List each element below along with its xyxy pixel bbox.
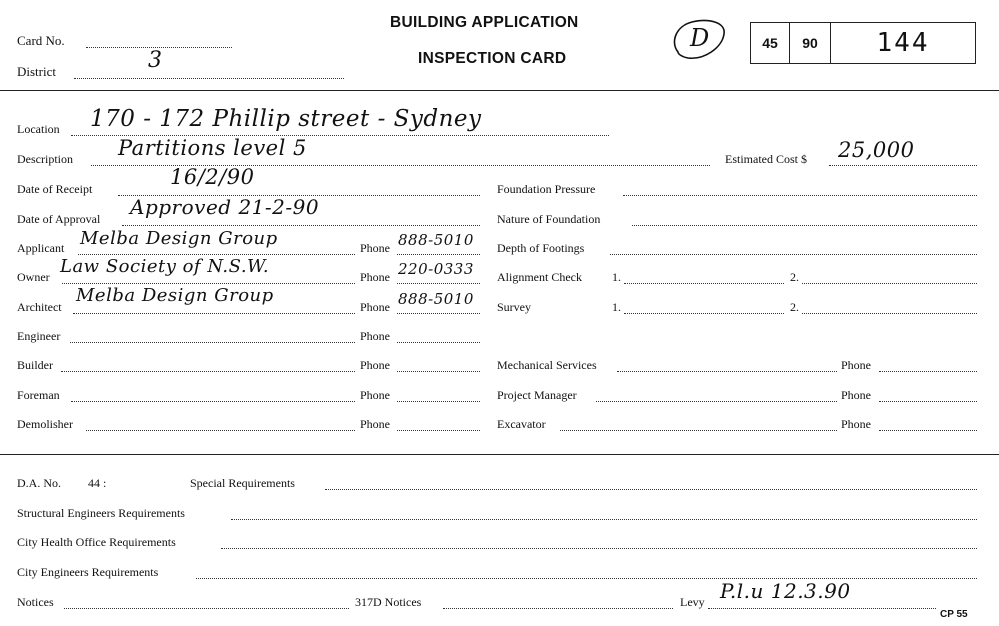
district-label: District xyxy=(17,64,56,79)
mechanical-field[interactable] xyxy=(617,371,837,372)
ref-box-1: 45 xyxy=(751,23,790,63)
depth-footings-label: Depth of Footings xyxy=(497,241,585,255)
depth-footings-field[interactable] xyxy=(610,254,977,255)
health-field[interactable] xyxy=(221,548,977,549)
notices-label: Notices xyxy=(17,595,54,609)
date-approval-label: Date of Approval xyxy=(17,212,101,226)
footer-divider xyxy=(0,454,999,455)
project-manager-phone-field[interactable] xyxy=(879,401,977,402)
excavator-label: Excavator xyxy=(497,417,546,431)
architect-value: Melba Design Group xyxy=(76,285,274,306)
district-field[interactable] xyxy=(74,78,344,79)
owner-label: Owner xyxy=(17,270,50,284)
header-divider xyxy=(0,90,999,91)
reference-boxes xyxy=(750,22,976,64)
survey-2-field[interactable] xyxy=(802,313,977,314)
levy-label: Levy xyxy=(680,595,705,609)
builder-label: Builder xyxy=(17,358,53,372)
architect-field[interactable] xyxy=(73,313,355,314)
health-label: City Health Office Requirements xyxy=(17,535,176,549)
alignment-num-2: 2. xyxy=(790,270,799,284)
alignment-check-1-field[interactable] xyxy=(624,283,784,284)
da-no-value: 44 : xyxy=(88,476,107,490)
applicant-label: Applicant xyxy=(17,241,65,255)
applicant-phone-value: 888-5010 xyxy=(398,231,474,249)
demolisher-label: Demolisher xyxy=(17,417,73,431)
ref-box-3: 144 xyxy=(876,28,930,58)
foreman-field[interactable] xyxy=(71,401,355,402)
foreman-phone-field[interactable] xyxy=(397,401,480,402)
engineer-phone-label: Phone xyxy=(360,329,390,343)
special-req-label: Special Requirements xyxy=(190,476,295,490)
estimated-cost-field[interactable] xyxy=(829,165,977,166)
owner-phone-value: 220-0333 xyxy=(398,260,474,278)
notices-317d-field[interactable] xyxy=(443,608,673,609)
architect-phone-value: 888-5010 xyxy=(398,290,474,308)
foreman-label: Foreman xyxy=(17,388,60,402)
date-approval-field[interactable] xyxy=(122,225,480,226)
applicant-phone-field[interactable] xyxy=(397,254,480,255)
engineer-label: Engineer xyxy=(17,329,61,343)
special-req-field[interactable] xyxy=(325,489,977,490)
applicant-value: Melba Design Group xyxy=(80,228,278,249)
mechanical-phone-label: Phone xyxy=(841,358,871,372)
excavator-phone-label: Phone xyxy=(841,417,871,431)
alignment-check-2-field[interactable] xyxy=(802,283,977,284)
architect-phone-label: Phone xyxy=(360,300,390,314)
levy-value: P.l.u 12.3.90 xyxy=(720,579,851,603)
mechanical-label: Mechanical Services xyxy=(497,358,597,372)
nature-foundation-label: Nature of Foundation xyxy=(497,212,601,226)
levy-field[interactable] xyxy=(708,608,936,609)
architect-phone-field[interactable] xyxy=(397,313,480,314)
date-receipt-label: Date of Receipt xyxy=(17,182,93,196)
city-eng-label: City Engineers Requirements xyxy=(17,565,159,579)
description-value: Partitions level 5 xyxy=(118,136,307,160)
title-line-2: INSPECTION CARD xyxy=(418,50,567,67)
card-no-label: Card No. xyxy=(17,33,65,48)
circled-mark-letter: D xyxy=(690,24,710,52)
mechanical-phone-field[interactable] xyxy=(879,371,977,372)
form-code: CP 55 xyxy=(940,609,968,620)
survey-label: Survey xyxy=(497,300,531,314)
excavator-phone-field[interactable] xyxy=(879,430,977,431)
location-value: 170 - 172 Phillip street - Sydney xyxy=(90,106,482,132)
alignment-num-1: 1. xyxy=(612,270,621,284)
estimated-cost-label: Estimated Cost $ xyxy=(725,152,807,166)
architect-label: Architect xyxy=(17,300,62,314)
date-approval-value: Approved 21-2-90 xyxy=(130,195,320,219)
estimated-cost-value: 25,000 xyxy=(838,138,915,162)
structural-label: Structural Engineers Requirements xyxy=(17,506,185,520)
builder-field[interactable] xyxy=(61,371,355,372)
alignment-check-label: Alignment Check xyxy=(497,270,582,284)
date-receipt-value: 16/2/90 xyxy=(170,165,255,189)
demolisher-phone-label: Phone xyxy=(360,417,390,431)
description-label: Description xyxy=(17,152,73,166)
owner-field[interactable] xyxy=(62,283,355,284)
structural-field[interactable] xyxy=(231,519,977,520)
demolisher-field[interactable] xyxy=(86,430,355,431)
nature-foundation-field[interactable] xyxy=(632,225,977,226)
foundation-pressure-label: Foundation Pressure xyxy=(497,182,596,196)
demolisher-phone-field[interactable] xyxy=(397,430,480,431)
applicant-field[interactable] xyxy=(78,254,355,255)
survey-num-1: 1. xyxy=(612,300,621,314)
foundation-pressure-field[interactable] xyxy=(623,195,977,196)
excavator-field[interactable] xyxy=(560,430,837,431)
engineer-field[interactable] xyxy=(70,342,355,343)
owner-value: Law Society of N.S.W. xyxy=(60,256,270,277)
survey-1-field[interactable] xyxy=(624,313,784,314)
project-manager-phone-label: Phone xyxy=(841,388,871,402)
project-manager-label: Project Manager xyxy=(497,388,577,402)
district-value: 3 xyxy=(148,48,163,73)
engineer-phone-field[interactable] xyxy=(397,342,480,343)
ref-box-2: 90 xyxy=(790,23,831,63)
location-label: Location xyxy=(17,122,60,136)
owner-phone-field[interactable] xyxy=(397,283,480,284)
notices-317d-label: 317D Notices xyxy=(355,595,422,609)
foreman-phone-label: Phone xyxy=(360,388,390,402)
project-manager-field[interactable] xyxy=(596,401,837,402)
applicant-phone-label: Phone xyxy=(360,241,390,255)
survey-num-2: 2. xyxy=(790,300,799,314)
builder-phone-field[interactable] xyxy=(397,371,480,372)
owner-phone-label: Phone xyxy=(360,270,390,284)
circled-mark xyxy=(668,16,730,62)
notices-field[interactable] xyxy=(64,608,349,609)
city-eng-field[interactable] xyxy=(196,578,977,579)
da-no-label: D.A. No. xyxy=(17,476,61,490)
title-line-1: BUILDING APPLICATION xyxy=(390,14,579,31)
builder-phone-label: Phone xyxy=(360,358,390,372)
